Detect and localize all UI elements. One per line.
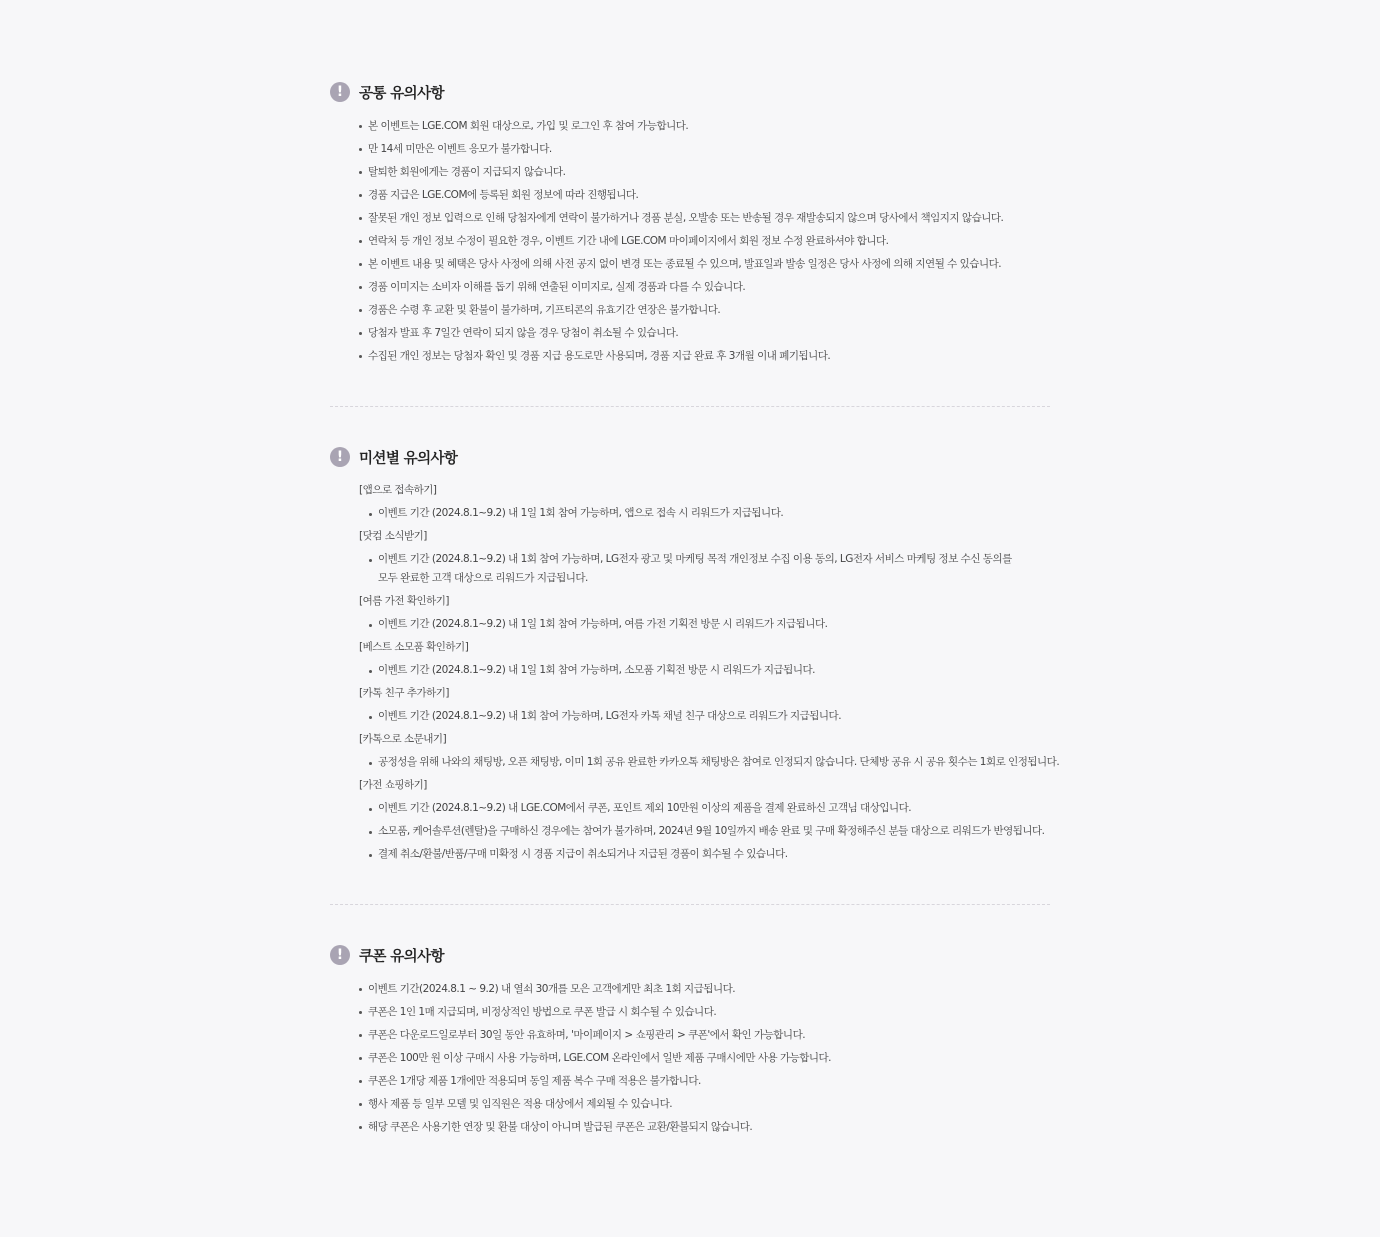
exclamation-icon: !	[330, 945, 350, 965]
list-item: 공정성을 위해 나와의 채팅방, 오픈 채팅방, 이미 1회 공유 완료한 카카오톡 채팅방은 참여로 인정되지 않습니다. 단체방 공유 시 공유 횟수는 1회로 인정됩니다.	[369, 751, 1050, 774]
section-title: 쿠폰 유의사항	[359, 948, 444, 965]
list-item: 이벤트 기간 (2024.8.1~9.2) 내 1일 1회 참여 가능하며, 여름 가전 기획전 방문 시 리워드가 지급됩니다.	[369, 613, 1050, 636]
mission-group-list	[359, 659, 1050, 682]
list-item: 해당 쿠폰은 사용기한 연장 및 환불 대상이 아니며 발급된 쿠폰은 교환/환불되지 않습니다.	[359, 1116, 1050, 1139]
common-notice-list	[330, 115, 1050, 368]
mission-group-list	[359, 705, 1050, 728]
coupon-notice-header	[330, 943, 1050, 967]
list-item: 쿠폰은 다운로드일로부터 30일 동안 유효하며, '마이페이지 > 쇼핑관리 > 쿠폰'에서 확인 가능합니다.	[359, 1024, 1050, 1047]
list-item-line: 모두 완료한 고객 대상으로 리워드가 지급됩니다.	[378, 572, 588, 584]
list-item: 행사 제품 등 일부 모델 및 임직원은 적용 대상에서 제외될 수 있습니다.	[359, 1093, 1050, 1116]
list-item: 경품 지급은 LGE.COM에 등록된 회원 정보에 따라 진행됩니다.	[359, 184, 1050, 207]
list-item: 쿠폰은 1인 1매 지급되며, 비정상적인 방법으로 쿠폰 발급 시 회수될 수 있습니다.	[359, 1001, 1050, 1024]
list-item: 결제 취소/환불/반품/구매 미확정 시 경품 지급이 취소되거나 지급된 경품이 회수될 수 있습니다.	[369, 843, 1050, 866]
list-item: 쿠폰은 100만 원 이상 구매시 사용 가능하며, LGE.COM 온라인에서 일반 제품 구매시에만 사용 가능합니다.	[359, 1047, 1050, 1070]
notice-container	[330, 0, 1060, 1139]
list-item: 이벤트 기간(2024.8.1 ~ 9.2) 내 열쇠 30개를 모은 고객에게만 최초 1회 지급됩니다.	[359, 978, 1050, 1001]
mission-group-title: [앱으로 접속하기]	[359, 484, 437, 496]
list-item: 수집된 개인 정보는 당첨자 확인 및 경품 지급 용도로만 사용되며, 경품 지급 완료 후 3개월 이내 폐기됩니다.	[359, 345, 1050, 368]
section-title: 공통 유의사항	[359, 85, 444, 102]
exclamation-icon: !	[330, 447, 350, 467]
list-item: 만 14세 미만은 이벤트 응모가 불가합니다.	[359, 138, 1050, 161]
list-item: 이벤트 기간 (2024.8.1~9.2) 내 LGE.COM에서 쿠폰, 포인트 제외 10만원 이상의 제품을 결제 완료하신 고객님 대상입니다.	[369, 797, 1050, 820]
mission-group-title: [가전 쇼핑하기]	[359, 779, 427, 791]
mission-groups	[330, 479, 1060, 866]
list-item: 소모품, 케어솔루션(렌탈)을 구매하신 경우에는 참여가 불가하며, 2024년 9월 10일까지 배송 완료 및 구매 확정해주신 분들 대상으로 리워드가 반영됩니다.	[369, 820, 1050, 843]
list-item: 경품 이미지는 소비자 이해를 돕기 위해 연출된 이미지로, 실제 경품과 다를 수 있습니다.	[359, 276, 1050, 299]
list-item-line: 이벤트 기간 (2024.8.1~9.2) 내 1회 참여 가능하며, LG전자 광고 및 마케팅 목적 개인정보 수집 이용 동의, LG전자 서비스 마케팅 정보 수신 동의를	[378, 553, 1012, 565]
coupon-notice-section	[330, 943, 1050, 1139]
list-item: 쿠폰은 1개당 제품 1개에만 적용되며 동일 제품 복수 구매 적용은 불가합니다.	[359, 1070, 1050, 1093]
mission-group-list	[359, 797, 1050, 866]
section-title: 미션별 유의사항	[359, 450, 458, 467]
mission-group-title: [여름 가전 확인하기]	[359, 595, 450, 607]
common-notice-section	[330, 80, 1050, 368]
mission-notice-header	[330, 445, 1050, 469]
mission-group-title: [베스트 소모품 확인하기]	[359, 641, 469, 653]
mission-group-list	[359, 502, 1050, 525]
mission-group-list	[359, 613, 1050, 636]
list-item: 이벤트 기간 (2024.8.1~9.2) 내 1일 1회 참여 가능하며, 소모품 기획전 방문 시 리워드가 지급됩니다.	[369, 659, 1050, 682]
list-item: 경품은 수령 후 교환 및 환불이 불가하며, 기프티콘의 유효기간 연장은 불가합니다.	[359, 299, 1050, 322]
mission-notice-section	[330, 445, 1060, 866]
list-item: 본 이벤트는 LGE.COM 회원 대상으로, 가입 및 로그인 후 참여 가능합니다.	[359, 115, 1050, 138]
exclamation-icon: !	[330, 82, 350, 102]
list-item: 잘못된 개인 정보 입력으로 인해 당첨자에게 연락이 불가하거나 경품 분실, 오발송 또는 반송될 경우 재발송되지 않으며 당사에서 책임지지 않습니다.	[359, 207, 1050, 230]
mission-group-list	[359, 548, 1050, 590]
mission-group-title: [카톡 친구 추가하기]	[359, 687, 450, 699]
mission-group-list	[359, 751, 1060, 774]
list-item: 본 이벤트 내용 및 혜택은 당사 사정에 의해 사전 공지 없이 변경 또는 종료될 수 있으며, 발표일과 발송 일정은 당사 사정에 의해 지연될 수 있습니다.	[359, 253, 1050, 276]
mission-group-title: [닷컴 소식받기]	[359, 530, 427, 542]
common-notice-header	[330, 80, 1050, 104]
list-item: 이벤트 기간 (2024.8.1~9.2) 내 1일 1회 참여 가능하며, 앱으로 접속 시 리워드가 지급됩니다.	[369, 502, 1050, 525]
list-item: 탈퇴한 회원에게는 경품이 지급되지 않습니다.	[359, 161, 1050, 184]
list-item: 당첨자 발표 후 7일간 연락이 되지 않을 경우 당첨이 취소될 수 있습니다.	[359, 322, 1050, 345]
list-item: 연락처 등 개인 정보 수정이 필요한 경우, 이벤트 기간 내에 LGE.COM 마이페이지에서 회원 정보 수정 완료하셔야 합니다.	[359, 230, 1050, 253]
coupon-notice-list	[330, 978, 1050, 1139]
mission-group-title: [카톡으로 소문내기]	[359, 733, 447, 745]
list-item	[369, 548, 1050, 590]
list-item: 이벤트 기간 (2024.8.1~9.2) 내 1회 참여 가능하며, LG전자 카톡 채널 친구 대상으로 리워드가 지급됩니다.	[369, 705, 1050, 728]
